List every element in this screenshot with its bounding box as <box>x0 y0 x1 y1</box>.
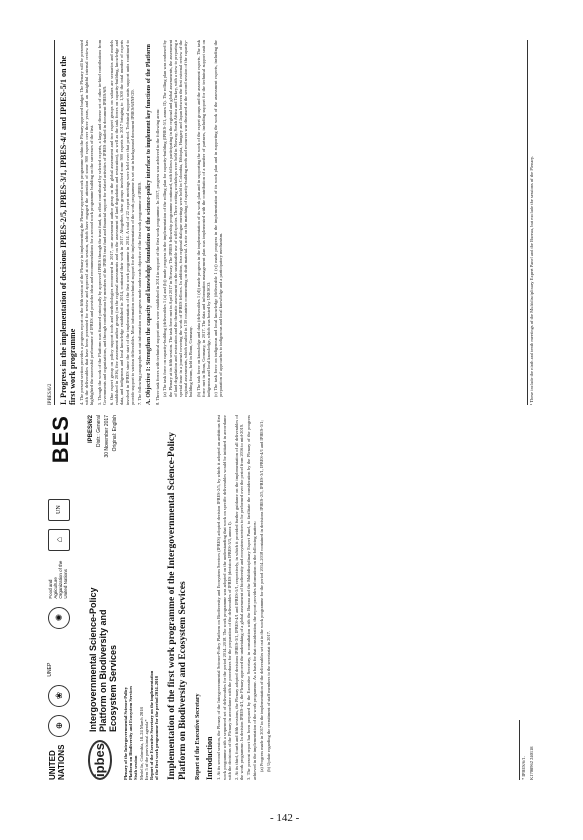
paragraph: 4. The present section provides a progress report on the fifth session of the Plenary in implementing the Plenary-approved work programme within the Plenary-approved budget. The Plenary will be presented with the deliverables that have been presented for review and approval at each session, which have engaged the attention of some 900 experts over three years, and an insightful internal review has highlighted the successful performance of IPBES and provides ideas and recommendations for a second work programme building on the successes of the first. <box>79 40 95 405</box>
meta-line: Sixth session <box>133 755 139 780</box>
left-footer <box>519 415 534 780</box>
running-header: IPBES/6/2 <box>48 40 55 405</box>
document-code: K1708962 240118 <box>529 746 534 780</box>
distribution: Distr.: General <box>96 415 102 447</box>
session-meta <box>123 415 159 780</box>
paragraph: 5. Though the work of the Platform was financed principally by approved IPBES through the trust fund, its effort contributed by selected experts, a large and diverse set of other in-kind contributions from Governments and organizations, and through contributions by members of the IPBES trust fund and financial support for related activities of IPBES detailed in document IPBES/6/9. <box>96 40 107 405</box>
meta-line: Item 5 of the provisional agenda* <box>143 719 149 780</box>
right-footnote: ¹ These include the ninth and tenth meetings of the Multidisciplinary Expert Panel and the Bureau, but exclude the sessions of the Plenary. <box>527 40 534 405</box>
footnote: * IPBES/6/1. <box>519 720 526 780</box>
report-of: Report of the Executive Secretary <box>195 693 202 780</box>
paragraph: 3. The present report has been prepared by the Executive Secretary, in consultation with the Bureau and the Multidisciplinary Expert Panel, to facilitate the consideration by the Plenary of the progress achieved in the implementation of the work programme. As a basis for that consideration, the report provides information on the following matters: <box>246 415 257 780</box>
un-emblem-icon: ⊕ <box>48 715 70 737</box>
unep-label: UNEP <box>47 662 53 677</box>
objective-heading: A. Objective 1: Strengthen the capacity and knowledge foundations of the science-policy interface to implement key functions of the Platform <box>146 44 153 405</box>
rotated-spread <box>48 40 538 780</box>
logo-bar <box>48 415 84 780</box>
meta-line: of the first work programme for the period 2014–2018 <box>154 676 160 780</box>
unep-emblem-icon: ❀ <box>48 685 70 707</box>
paragraph: (c) The task force on indigenous and local knowledge (deliverable 1 (c)) made progress in the implementation of its work plan and in supporting the work of the assessment experts, including the preparation of approaches to indigenous and local knowledge and a participatory mechanism. <box>213 40 224 397</box>
paragraph: 6. One expert group on policy support tools and methodologies reconvened in 2017, one assessment author group on the global assessment and two expert groups on values are scenarios and models established in 2016, five assessment author groups (on the regional assessments and on the assessment of land degradation and restoration), as well as the task forces on capacity-building, knowledge and data, and indigenous and local knowledge established in 2014, continued their work in 2017. Altogether, these groups involved some 900 experts in 2017 bringing to 1,300 the total number of experts involved in IPBES since the start of the implementation of the first work programme in 2014. A total of 22 expert meetings were held over that period. Technical support units support units continued to provide support to various deliverables. More information on technical support for the implementation of the work programme is set out in background document IPBES/6/INF/29. <box>109 40 135 405</box>
paragraph: (a) The task force on capacity-building (deliverables 1 (a) and (b)) made progress in the implementation of the rolling plan for capacity-building (IPBES-5/1, annex II). The rolling plan was endorsed by the Plenary at its fifth session. The task force met in April 2017 in Norway. The IPBES fellowship programme continued, with fellows participating in the regional and global assessments, the assessment of land degradation and restoration and the thematic assessment on the sustainable use of wild species. Three writing workshops were held in Norway, South Africa and Turkey, with a view to preparing a special issue in a journal covering the work of IPBES fellows. In addition, four regional dialogue meetings were held in Colombia, Ethiopia, Hungary and Japan between the first external review of the regional assessments, which resulted in 130 countries commenting on draft material. A note on the matching of capacity-building needs and resources was discussed at the second session of the capacity-building forum, held in Bonn, Germany. <box>162 40 194 397</box>
fao-emblem-icon: ✺ <box>48 607 70 629</box>
paragraph: 1. At its second session, the Plenary of the Intergovernmental Science-Policy Platform on Biodiversity and Ecosystem Services (IPBES) adopted decision IPBES-2/5, by which it adopted an ambitious first work programme with a sequenced set of deliverables for the period 2014–2018. The work programme was adopted on the understanding that work on specific deliverables would be initiated in accordance with the decisions of the Plenary in accordance with the procedures for the preparation of the deliverables of IPBES (decision IPBES-3/3, annex I). <box>216 415 232 780</box>
paragraph: (b) Update regarding the recruitment of staff members to the secretariat in 2017. <box>266 631 272 772</box>
meta-line: Medellin, Colombia, 18–24 March 2018 <box>138 707 144 780</box>
meta-line: Report of the Executive Secretary on the implementation <box>149 670 155 780</box>
paragraph: 2. At its third, fourth and fifth sessions, the Plenary adopted decisions IPBES-3/1, IPBES-4/1 and IPBES-5/1, respectively, in which it provided further guidance on the implementation of all deliverables of the work programme. In decision IPBES-4/1, the Plenary approved the undertaking of a global assessment of biodiversity and ecosystem services to be performed over the period from 2016 to mid-2019. <box>234 415 245 780</box>
section-heading: I. Progress in the implementation of decisions IPBES-2/5, IPBES-3/1, IPBES-4/1 and IPBES-5/1 on the first work programme <box>59 55 77 405</box>
meta-line: Plenary of the Intergovernmental Science-Policy <box>123 687 128 780</box>
introduction-heading: Introduction <box>205 736 215 780</box>
date: 30 November 2017 <box>104 415 110 458</box>
document-symbol-block <box>88 415 118 458</box>
ipbes-title: Intergovernmental Science-Policy Platform on Biodiversity and Ecosystem Services <box>88 587 118 732</box>
paragraph: (b) The task force on knowledge and data (deliverables 1 (d)) made progress in the implementation of its work plan and in supporting the work of the expert groups and the assessment experts. The task force met in Bonn, Germany, in 2017. The data and information management plan was implemented with the contribution of a number of partners, including support for the technical support unit on indigenous and local knowledge, which was hosted by UNESCO. <box>195 40 212 397</box>
paragraph: (a) Progress made in 2017 in the implementation of the deliverables set out in the work programme for the period 2014–2018 contained in decisions IPBES-2/5, IPBES-3/1, IPBES-4/1 and IPBES-5/1; <box>258 420 264 772</box>
page-number: - 142 - <box>270 812 300 824</box>
ipbes-header <box>88 415 118 780</box>
document-symbol: IPBES/6/2 <box>88 415 94 444</box>
meta-line: Platform on Biodiversity and Ecosystem Services <box>128 685 134 780</box>
main-title: Implementation of the first work programme of the Intergovernmental Science-Policy Platform on Biodiversity and Ecosystem Services <box>167 432 189 780</box>
language: Original: English <box>112 415 118 452</box>
undp-emblem-icon: UN <box>48 499 70 521</box>
bes-logo: BES <box>48 415 73 464</box>
unesco-emblem-icon: ⌂ <box>48 529 70 551</box>
fao-label: Food and Agriculture Organization of the United Nations <box>48 560 68 599</box>
paragraph: 7. The following paragraphs set out information on progress made under each objective of the first work programme of IPBES. <box>137 181 143 405</box>
right-page <box>48 40 538 405</box>
un-logo-text: UNITED NATIONS <box>48 744 66 780</box>
left-page <box>48 415 538 780</box>
paragraph: 8. Three task forces with technical support units were established in 2014 in support of the first work programme. In 2017, progress was achieved in the following areas: <box>155 108 161 405</box>
ipbes-logo: ipbes <box>88 740 112 780</box>
